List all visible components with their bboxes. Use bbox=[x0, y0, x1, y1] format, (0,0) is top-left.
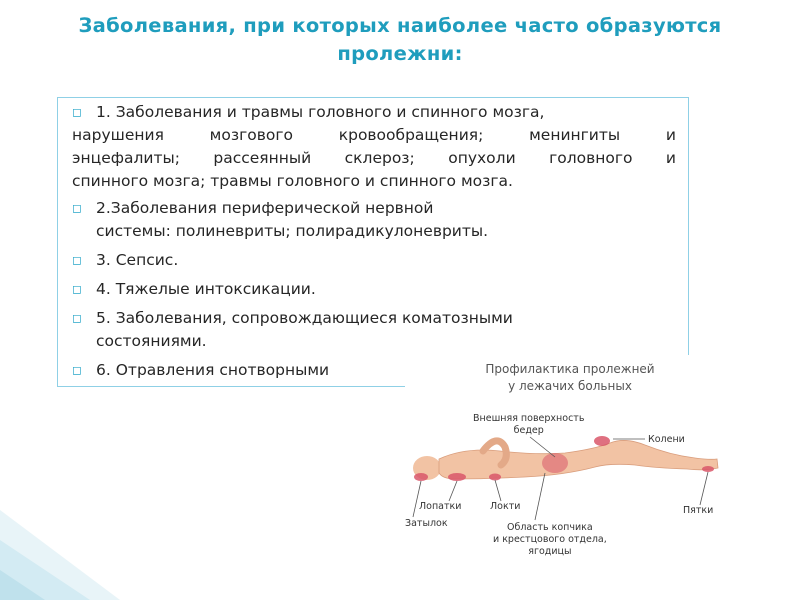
pressure-sore-illustration bbox=[405, 355, 735, 585]
label-occiput: Затылок bbox=[405, 518, 448, 529]
item-1-line-3: энцефалиты; рассеянный склероз; опухоли головного и bbox=[72, 149, 676, 167]
item-1-line-1: 1. Заболевания и травмы головного и спинного мозга, bbox=[96, 103, 545, 121]
item-3-text: 3. Сепсис. bbox=[96, 251, 179, 269]
label-knees: Колени bbox=[648, 434, 685, 445]
list-item bbox=[72, 278, 676, 301]
label-hips: Внешняя поверхность бедер bbox=[473, 413, 585, 436]
bullet-icon: ◻ bbox=[72, 253, 82, 267]
disease-list bbox=[72, 101, 676, 388]
bullet-icon: ◻ bbox=[72, 363, 82, 377]
item-2-line-1: 2.Заболевания периферической нервной bbox=[96, 199, 434, 217]
bullet-icon: ◻ bbox=[72, 282, 82, 296]
illustration-caption-2: у лежачих больных bbox=[508, 379, 632, 393]
title-line-2: пролежни: bbox=[337, 42, 463, 65]
item-5-line-2: состояниями. bbox=[96, 332, 207, 350]
list-item bbox=[72, 197, 676, 243]
label-heels: Пятки bbox=[683, 505, 714, 516]
item-2-line-2: системы: полиневриты; полирадикулоневриты. bbox=[96, 222, 489, 240]
list-item bbox=[72, 307, 676, 353]
item-5-line-1: 5. Заболевания, сопровождающиеся коматозными bbox=[96, 309, 513, 327]
item-1-line-4: спинного мозга; травмы головного и спинного мозга. bbox=[72, 172, 513, 190]
corner-decoration bbox=[0, 500, 120, 600]
title-line-1: Заболевания, при которых наиболее часто образуются bbox=[78, 14, 722, 37]
bullet-icon: ◻ bbox=[72, 201, 82, 215]
item-1-line-2: нарушения мозгового кровообращения; менингиты и bbox=[72, 126, 676, 144]
item-4-text: 4. Тяжелые интоксикации. bbox=[96, 280, 316, 298]
illustration-caption-1: Профилактика пролежней bbox=[485, 362, 655, 376]
bullet-icon: ◻ bbox=[72, 105, 82, 119]
list-item bbox=[72, 101, 676, 193]
label-shoulder-blades: Лопатки bbox=[419, 501, 462, 512]
bullet-icon: ◻ bbox=[72, 311, 82, 325]
page-title bbox=[40, 12, 760, 68]
list-item bbox=[72, 249, 676, 272]
label-coccyx: Область копчика и крестцового отдела, ягодицы bbox=[493, 522, 607, 557]
label-elbows: Локти bbox=[490, 501, 521, 512]
item-6-text: 6. Отравления снотворными bbox=[96, 361, 330, 379]
